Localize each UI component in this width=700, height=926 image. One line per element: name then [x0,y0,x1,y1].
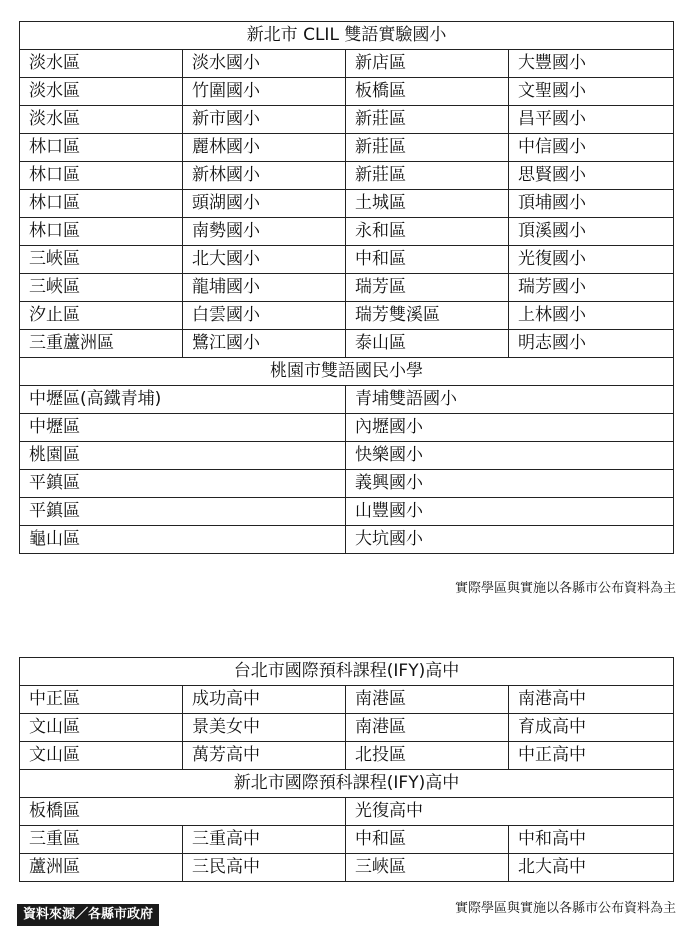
district-cell: 文山區 [20,714,183,742]
district-cell: 新莊區 [346,162,509,190]
district-cell: 汐止區 [20,302,183,330]
district-cell: 淡水區 [20,78,183,106]
school-cell: 昌平國小 [509,106,674,134]
district-cell: 平鎮區 [20,498,346,526]
school-cell: 三民高中 [183,854,346,882]
table-row [20,854,674,882]
district-cell: 文山區 [20,742,183,770]
table-row [20,442,674,470]
district-cell: 三重蘆洲區 [20,330,183,358]
school-cell: 思賢國小 [509,162,674,190]
school-cell: 竹圍國小 [183,78,346,106]
table-row [20,50,674,78]
school-cell: 文聖國小 [509,78,674,106]
district-cell: 蘆洲區 [20,854,183,882]
district-cell: 林口區 [20,162,183,190]
school-cell: 新市國小 [183,106,346,134]
table-row [20,246,674,274]
source-label: 資料來源／各縣市政府 [17,904,159,926]
district-cell: 南港區 [346,686,509,714]
school-cell: 光復國小 [509,246,674,274]
school-cell: 成功高中 [183,686,346,714]
district-cell: 板橋區 [20,798,346,826]
school-cell: 三重高中 [183,826,346,854]
school-cell: 育成高中 [509,714,674,742]
table-row [20,302,674,330]
table-row [20,826,674,854]
school-cell: 白雲國小 [183,302,346,330]
school-cell: 頂溪國小 [509,218,674,246]
table-row [20,78,674,106]
district-cell: 中正區 [20,686,183,714]
school-cell: 北大國小 [183,246,346,274]
table-row [20,498,674,526]
table-row [20,526,674,554]
disclaimer-note: 實際學區與實施以各縣市公布資料為主 [454,901,676,916]
school-cell: 光復高中 [346,798,674,826]
school-cell: 中信國小 [509,134,674,162]
school-cell: 中正高中 [509,742,674,770]
table-row [20,106,674,134]
school-cell: 大豐國小 [509,50,674,78]
new-taipei-clil-table [19,21,674,554]
district-cell: 龜山區 [20,526,346,554]
district-cell: 泰山區 [346,330,509,358]
section-title: 桃園市雙語國民小學 [20,358,674,386]
district-cell: 瑞芳區 [346,274,509,302]
school-cell: 萬芳高中 [183,742,346,770]
district-cell: 中壢區(高鐵青埔) [20,386,346,414]
school-cell: 山豐國小 [346,498,674,526]
school-cell: 龍埔國小 [183,274,346,302]
school-cell: 瑞芳國小 [509,274,674,302]
school-cell: 內壢國小 [346,414,674,442]
district-cell: 新店區 [346,50,509,78]
table-row [20,330,674,358]
table-row [20,218,674,246]
school-cell: 上林國小 [509,302,674,330]
district-cell: 林口區 [20,134,183,162]
district-cell: 三峽區 [20,246,183,274]
district-cell: 中壢區 [20,414,346,442]
school-cell: 新林國小 [183,162,346,190]
district-cell: 林口區 [20,218,183,246]
district-cell: 永和區 [346,218,509,246]
table-row [20,190,674,218]
section-title: 新北市 CLIL 雙語實驗國小 [20,22,674,50]
district-cell: 平鎮區 [20,470,346,498]
ify-high-school-table [19,657,674,882]
section-title: 新北市國際預科課程(IFY)高中 [20,770,674,798]
district-cell: 三重區 [20,826,183,854]
school-cell: 北大高中 [509,854,674,882]
school-cell: 鷺江國小 [183,330,346,358]
school-cell: 頭湖國小 [183,190,346,218]
district-cell: 中和區 [346,246,509,274]
table-row [20,742,674,770]
school-cell: 麗林國小 [183,134,346,162]
district-cell: 中和區 [346,826,509,854]
school-cell: 頂埔國小 [509,190,674,218]
school-cell: 義興國小 [346,470,674,498]
table-row [20,386,674,414]
table-row [20,798,674,826]
district-cell: 北投區 [346,742,509,770]
school-cell: 明志國小 [509,330,674,358]
district-cell: 林口區 [20,190,183,218]
school-cell: 淡水國小 [183,50,346,78]
school-cell: 南港高中 [509,686,674,714]
school-cell: 青埔雙語國小 [346,386,674,414]
table-row [20,714,674,742]
district-cell: 新莊區 [346,134,509,162]
district-cell: 土城區 [346,190,509,218]
district-cell: 板橋區 [346,78,509,106]
table-row [20,274,674,302]
district-cell: 淡水區 [20,106,183,134]
school-cell: 景美女中 [183,714,346,742]
district-cell: 桃園區 [20,442,346,470]
disclaimer-note: 實際學區與實施以各縣市公布資料為主 [454,581,676,596]
district-cell: 瑞芳雙溪區 [346,302,509,330]
school-cell: 快樂國小 [346,442,674,470]
district-cell: 南港區 [346,714,509,742]
table-row [20,162,674,190]
section-title: 台北市國際預科課程(IFY)高中 [20,658,674,686]
district-cell: 新莊區 [346,106,509,134]
district-cell: 三峽區 [346,854,509,882]
school-cell: 中和高中 [509,826,674,854]
district-cell: 三峽區 [20,274,183,302]
school-cell: 大坑國小 [346,526,674,554]
table-row [20,470,674,498]
district-cell: 淡水區 [20,50,183,78]
table-row [20,686,674,714]
table-row [20,134,674,162]
table-row [20,414,674,442]
school-cell: 南勢國小 [183,218,346,246]
